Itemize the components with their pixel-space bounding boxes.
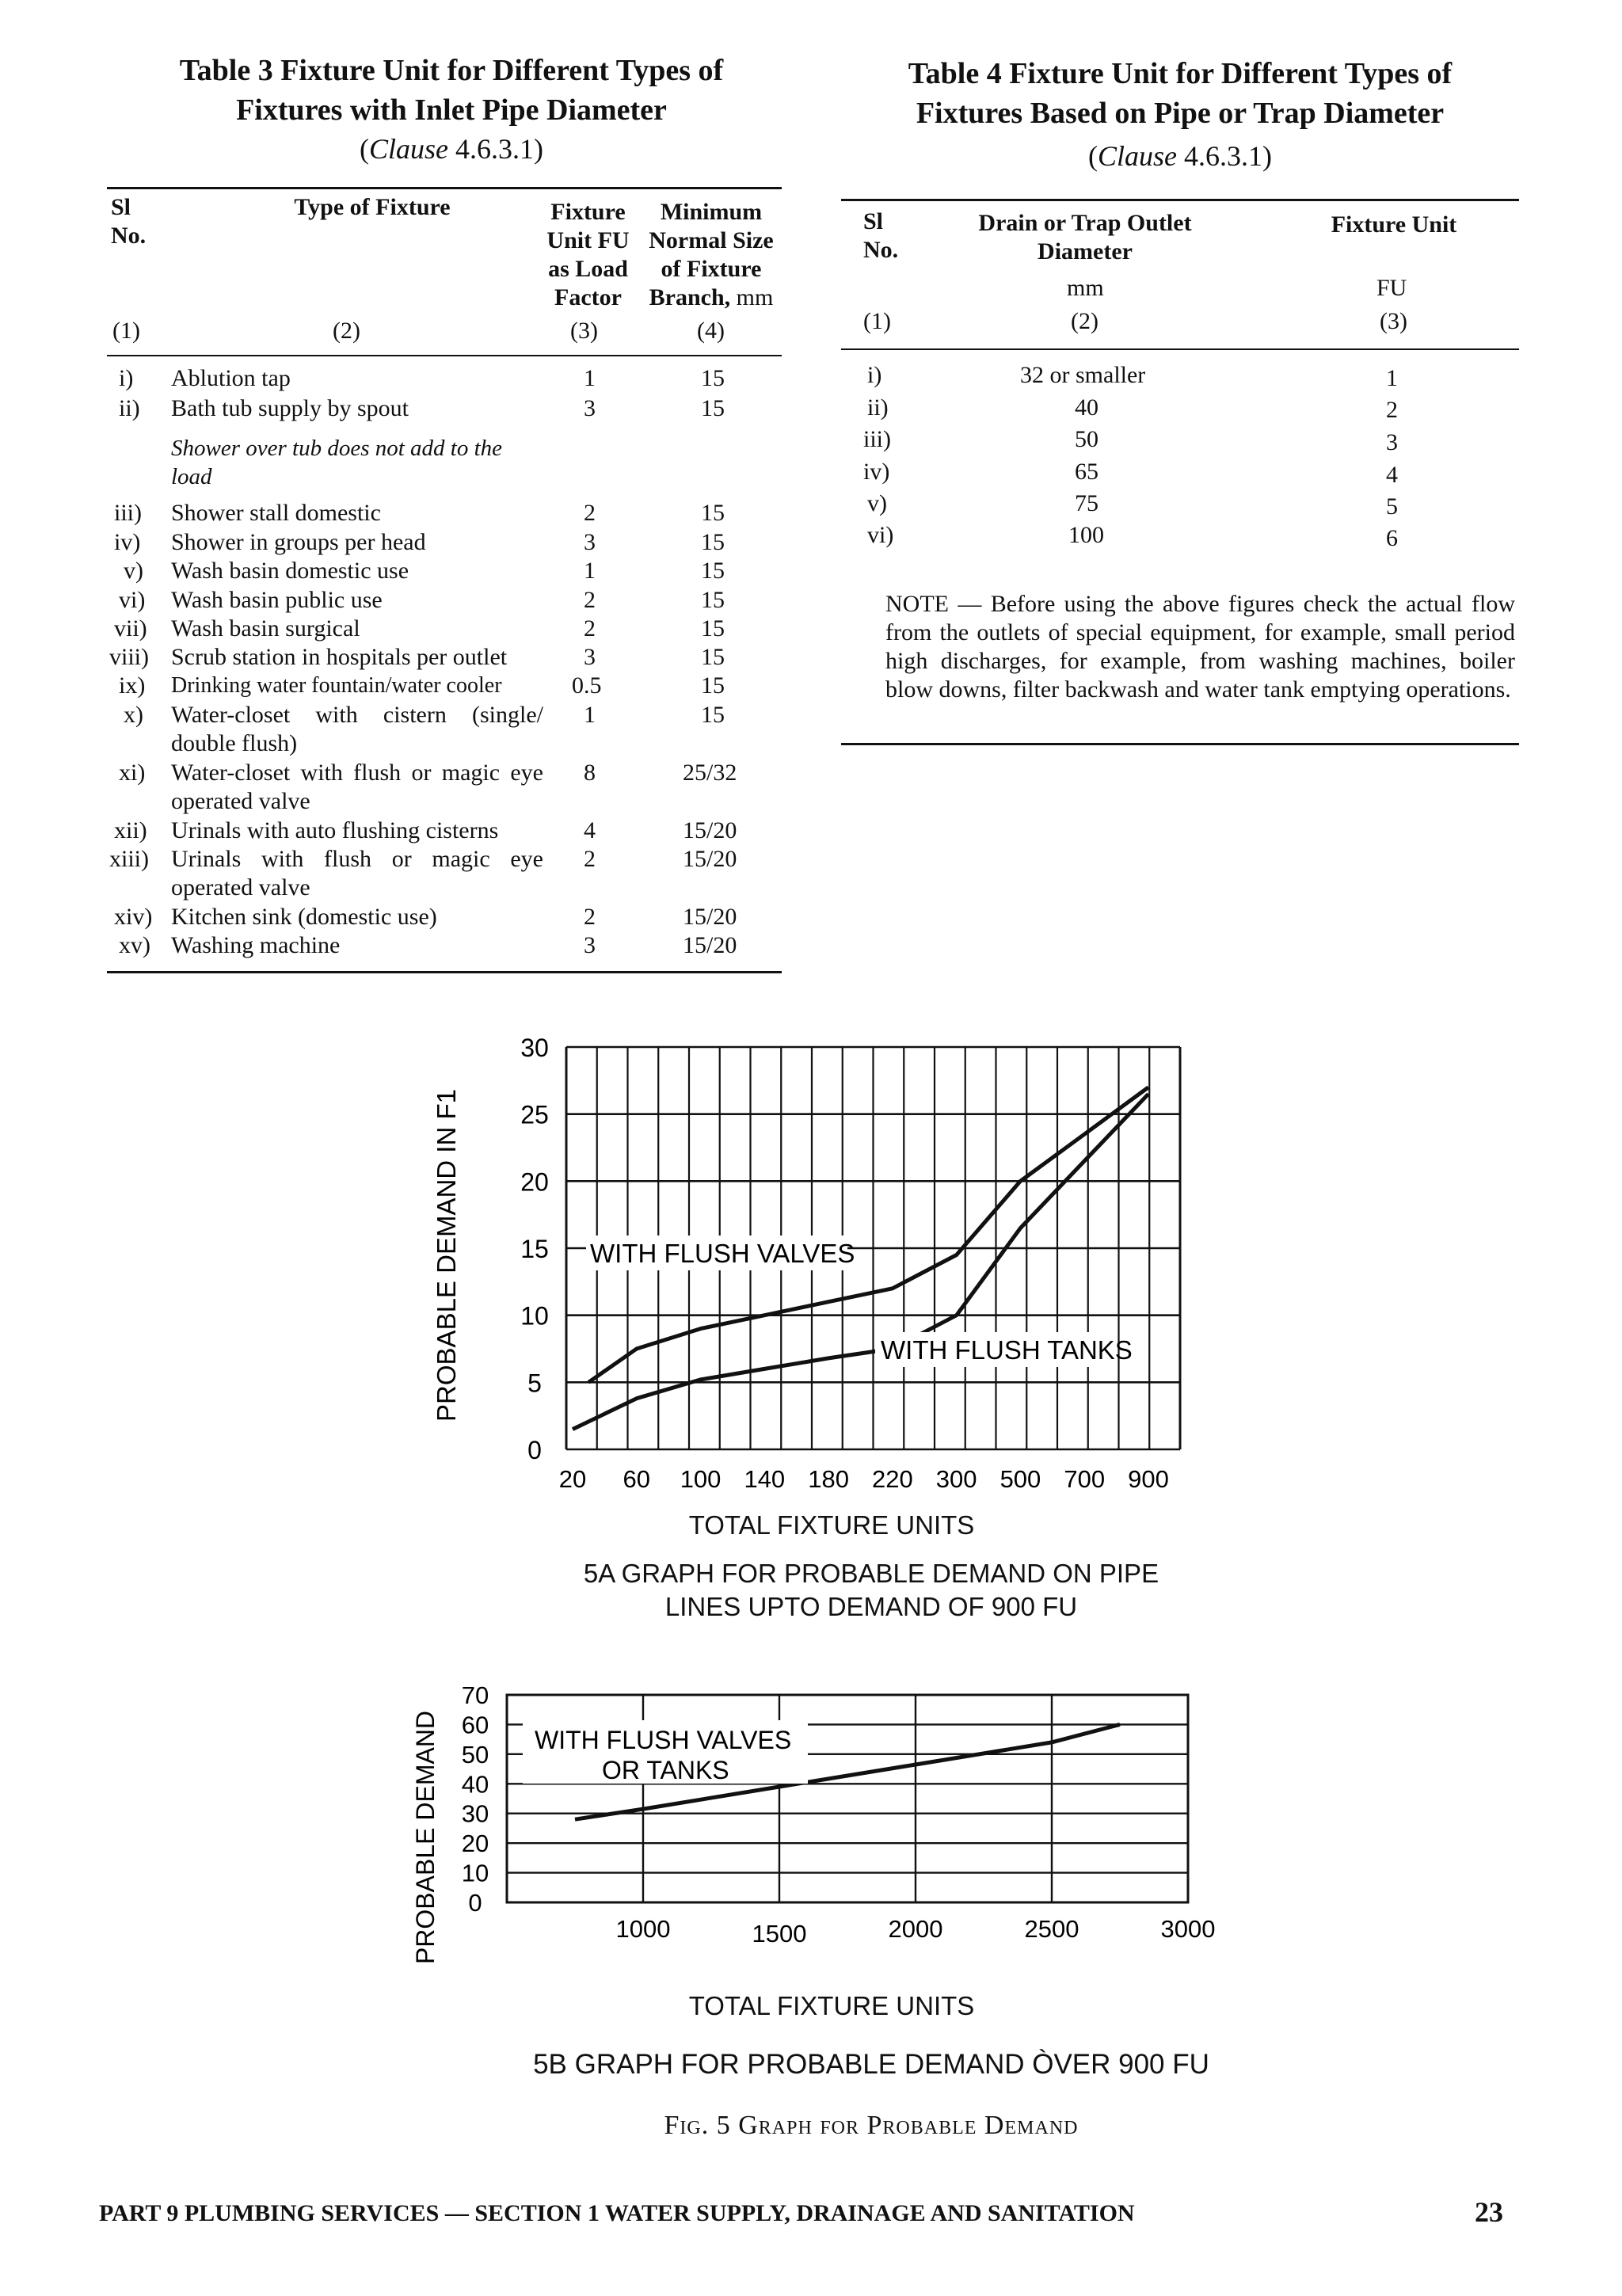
chart-5a-ytick-label: 15 <box>520 1235 549 1263</box>
table3-size: 15 <box>701 672 725 699</box>
table3-header-type: Type of Fixture <box>294 194 451 220</box>
table3-size: 15/20 <box>683 817 737 843</box>
footer-page-number: 23 <box>1475 2196 1503 2228</box>
table4-header-fu-unit: FU <box>1376 275 1407 301</box>
chart-5a-title <box>420 1557 1323 1624</box>
table3-sl: xii) <box>114 817 147 843</box>
chart-5a-xtick-label: 900 <box>1128 1465 1169 1493</box>
table3-size: 15 <box>701 587 725 613</box>
table3-sl: xiv) <box>114 904 153 930</box>
table4-title <box>840 54 1521 133</box>
table3-fu: 4 <box>584 817 596 843</box>
table3-type: Bath tub supply by spout <box>171 395 409 421</box>
table4-fu: 1 <box>1386 365 1398 391</box>
table4-diam: 100 <box>1068 522 1104 548</box>
chart-5a-xtick-label: 20 <box>558 1465 587 1493</box>
table3-top-rule <box>107 187 782 189</box>
table3-title <box>111 51 792 130</box>
table3-type: Washing machine <box>171 932 341 958</box>
table3-fu: 2 <box>584 587 596 613</box>
chart-5a-xtick-label: 60 <box>623 1465 651 1493</box>
chart-5a-ytick-label: 25 <box>520 1100 549 1129</box>
table3-size: 15 <box>701 365 725 391</box>
table4-header-fu: Fixture Unit <box>1331 211 1457 238</box>
chart-5b-yticks <box>462 1681 489 1917</box>
chart-5a-xtick-label: 100 <box>680 1465 722 1493</box>
table4-header-rule <box>841 348 1519 350</box>
chart-5a-ytick-label: 20 <box>520 1167 549 1197</box>
table3-size: 15 <box>701 644 725 670</box>
table4-title-line2: Fixtures Based on Pipe or Trap Diameter <box>916 97 1445 130</box>
chart-5b-xtick-label: 3000 <box>1160 1915 1216 1943</box>
table3-fu: 3 <box>584 395 596 421</box>
table3-clause-num: 4.6.3.1 <box>455 133 534 165</box>
chart-5a-xticks <box>559 1465 1169 1493</box>
table3-header-size-text: Minimum Normal Size of Fixture Branch, <box>649 199 774 310</box>
table3-sl: xv) <box>119 932 150 958</box>
table4-fu: 3 <box>1386 429 1398 455</box>
table3-type: Kitchen sink (domestic use) <box>171 904 437 930</box>
chart-5a-ytick-label: 10 <box>520 1301 549 1331</box>
table4-colnum-1: (1) <box>863 308 891 334</box>
chart-5b-ytick-label: 20 <box>461 1830 489 1858</box>
table3-size: 15/20 <box>683 846 737 872</box>
table3-header-size <box>640 198 782 312</box>
chart-5b-xtick-label: 1000 <box>615 1915 671 1943</box>
table3-size: 15 <box>701 558 725 584</box>
table3-fu: 1 <box>584 702 596 728</box>
table4-clause-word: Clause <box>1097 140 1177 172</box>
table3-type: Urinals with auto flushing cisterns <box>171 817 499 843</box>
table3-fu: 8 <box>584 760 596 786</box>
table3-fu: 1 <box>584 365 596 391</box>
table4-header-diam-unit: mm <box>1067 275 1104 301</box>
table3-type: Scrub station in hospitals per outlet <box>171 644 508 670</box>
table4-sl: iv) <box>863 459 890 485</box>
table4-bottom-rule <box>841 743 1519 745</box>
table3-size: 15 <box>701 500 725 526</box>
chart-5a-xtick-label: 700 <box>1064 1465 1106 1493</box>
table4-diam: 65 <box>1075 459 1098 485</box>
table4-sl: v) <box>867 490 887 516</box>
table4-clause: (Clause 4.6.3.1) <box>1087 140 1272 172</box>
table3-sl: ii) <box>119 395 140 421</box>
table3-type: Shower in groups per head <box>171 529 426 555</box>
table4-colnum-2: (2) <box>1071 308 1098 334</box>
chart-5a-xtick-label: 220 <box>872 1465 913 1493</box>
table4-diam: 32 or smaller <box>1020 362 1146 388</box>
table3-size: 25/32 <box>683 760 737 786</box>
chart-5b-xticks <box>616 1915 1216 1948</box>
table4-sl: vi) <box>867 522 894 548</box>
table3-title-line2: Fixtures with Inlet Pipe Diameter <box>236 93 667 127</box>
table3-title-line1: Table 3 Fixture Unit for Different Types of <box>179 54 724 87</box>
chart-5a-label-tanks: WITH FLUSH TANKS <box>881 1335 1133 1365</box>
table4-sl: i) <box>867 362 882 388</box>
chart-5b-ytick-label: 50 <box>461 1740 489 1769</box>
table3-type: Urinals with flush or magic eye operated valve <box>171 846 543 901</box>
table3-size: 15/20 <box>683 932 737 958</box>
table4-colnum-3: (3) <box>1380 308 1407 334</box>
table4-fu: 2 <box>1386 397 1398 423</box>
table3-type: Ablution tap <box>171 365 291 391</box>
table3-header-size-unit: mm <box>736 284 774 310</box>
table3-size: 15/20 <box>683 904 737 930</box>
chart-5b-xtick-label: 2500 <box>1024 1915 1079 1943</box>
table3-size: 15 <box>701 529 725 555</box>
table3-colnum-2: (2) <box>333 318 360 344</box>
table3-sl: xiii) <box>109 846 149 872</box>
chart-5a-ylabel: PROBABLE DEMAND IN F1 <box>432 1089 461 1422</box>
chart-5a-xtick-label: 500 <box>999 1465 1041 1493</box>
figure-caption: Fig. 5 Graph for Probable Demand <box>664 2111 1079 2140</box>
table4-note: NOTE — Before using the above figures check the actual flow from the outlets of special equipment, for example, small period high discharges, for example, from washing machines, boiler blow downs, filter backwash and water tank emptying operations. <box>885 591 1515 703</box>
chart-5b-ytick-label: 30 <box>461 1799 489 1828</box>
chart-5b-ytick-label: 10 <box>461 1859 489 1887</box>
table3-colnum-3: (3) <box>570 318 598 344</box>
table4-diam: 75 <box>1075 490 1098 516</box>
table3-sl: x) <box>124 702 143 728</box>
chart-5a <box>420 1022 1220 1505</box>
chart-5b-ytick-label: 60 <box>461 1711 489 1739</box>
chart-5b-annotation-line2: OR TANKS <box>602 1756 729 1784</box>
table3-colnum-1: (1) <box>112 318 140 344</box>
table3-fu: 2 <box>584 615 596 642</box>
chart-5a-ytick-label: 0 <box>527 1436 542 1464</box>
table4-fu: 6 <box>1386 525 1398 551</box>
table3-type-note: Shower over tub does not add to the load <box>171 436 503 489</box>
table3-header-fu: Fixture Unit FU as Load Factor <box>546 199 630 310</box>
chart-5b-ytick-label: 0 <box>468 1889 482 1917</box>
chart-5b <box>396 1663 1243 1980</box>
chart-5b-annotation-line1: WITH FLUSH VALVES <box>535 1726 792 1754</box>
table3-fu: 3 <box>584 529 596 555</box>
chart-5a-title-line1: 5A GRAPH FOR PROBABLE DEMAND ON PIPE <box>583 1559 1159 1588</box>
table4-title-line1: Table 4 Fixture Unit for Different Types of <box>908 57 1453 90</box>
table3-fu: 3 <box>584 644 596 670</box>
table3-clause: (Clause 4.6.3.1) <box>359 133 543 165</box>
table3-header-sl: Sl No. <box>111 194 147 249</box>
table3-sl: xi) <box>119 760 146 786</box>
table3-size: 15 <box>701 615 725 642</box>
table3-colnum-4: (4) <box>697 318 725 344</box>
table4-fu: 4 <box>1386 462 1398 488</box>
chart-5a-xtick-label: 300 <box>935 1465 977 1493</box>
chart-5a-xtick-label: 180 <box>808 1465 849 1493</box>
table3-type: Shower stall domestic <box>171 500 381 526</box>
table4-clause-num: 4.6.3.1 <box>1184 140 1262 172</box>
table3-bottom-rule <box>107 971 782 973</box>
table3-fu: 2 <box>584 904 596 930</box>
table4-sl: ii) <box>867 394 889 421</box>
chart-5b-title: 5B GRAPH FOR PROBABLE DEMAND ÒVER 900 FU <box>533 2049 1209 2080</box>
table3-size: 15 <box>701 702 725 728</box>
table3-sl: vii) <box>114 615 147 642</box>
table3-fu: 2 <box>584 846 596 872</box>
chart-5b-ytick-label: 70 <box>461 1681 489 1709</box>
chart-5b-xlabel: TOTAL FIXTURE UNITS <box>688 1991 975 2020</box>
table3-type: Drinking water fountain/water cooler <box>171 673 502 698</box>
chart-5a-label-valves: WITH FLUSH VALVES <box>590 1239 855 1268</box>
chart-5a-xtick-label: 140 <box>744 1465 786 1493</box>
table3-sl: iii) <box>114 500 142 526</box>
chart-5b-xtick-label: 2000 <box>888 1915 943 1943</box>
chart-5a-title-line2: LINES UPTO DEMAND OF 900 FU <box>664 1592 1078 1621</box>
table3-sl: i) <box>119 365 134 391</box>
table4-top-rule <box>841 199 1519 201</box>
table4-sl: iii) <box>863 426 891 452</box>
table3-size: 15 <box>701 395 725 421</box>
table4-fu: 5 <box>1386 493 1398 520</box>
table4-diam: 40 <box>1075 394 1098 421</box>
table3-sl: v) <box>124 558 143 584</box>
chart-5a-ytick-label: 5 <box>527 1369 542 1398</box>
chart-5a-yticks <box>520 1034 549 1464</box>
table3-sl: viii) <box>109 644 149 670</box>
table3-fu: 3 <box>584 932 596 958</box>
table4-diam: 50 <box>1075 426 1098 452</box>
table4-header-sl: Sl No. <box>863 208 899 263</box>
chart-5a-xlabel: TOTAL FIXTURE UNITS <box>688 1510 975 1540</box>
table4-header-diam: Drain or Trap Outlet Diameter <box>978 210 1192 265</box>
table3-header-rule <box>107 355 782 356</box>
table3-type: Water-closet with flush or magic eye operated valve <box>171 760 543 814</box>
table3-fu: 2 <box>584 500 596 526</box>
table3-type: Wash basin public use <box>171 587 383 613</box>
chart-5b-xtick-label: 1500 <box>752 1920 807 1948</box>
table3-sl: ix) <box>119 672 146 699</box>
table3-fu: 0.5 <box>572 672 602 699</box>
table3-sl: vi) <box>119 587 146 613</box>
chart-5a-ytick-label: 30 <box>520 1034 549 1062</box>
footer-section-title: PART 9 PLUMBING SERVICES — SECTION 1 WATER SUPPLY, DRAINAGE AND SANITATION <box>99 2200 1135 2226</box>
table3-type: Wash basin domestic use <box>171 558 409 584</box>
table3-sl: iv) <box>114 529 141 555</box>
table3-fu: 1 <box>584 558 596 584</box>
table3-clause-word: Clause <box>368 133 448 165</box>
chart-5b-ytick-label: 40 <box>461 1770 489 1799</box>
table3-type: Wash basin surgical <box>171 615 360 642</box>
chart-5b-ylabel: PROBABLE DEMAND <box>411 1710 440 1965</box>
table3-type: Water-closet with cistern (single/ double flush) <box>171 702 543 756</box>
